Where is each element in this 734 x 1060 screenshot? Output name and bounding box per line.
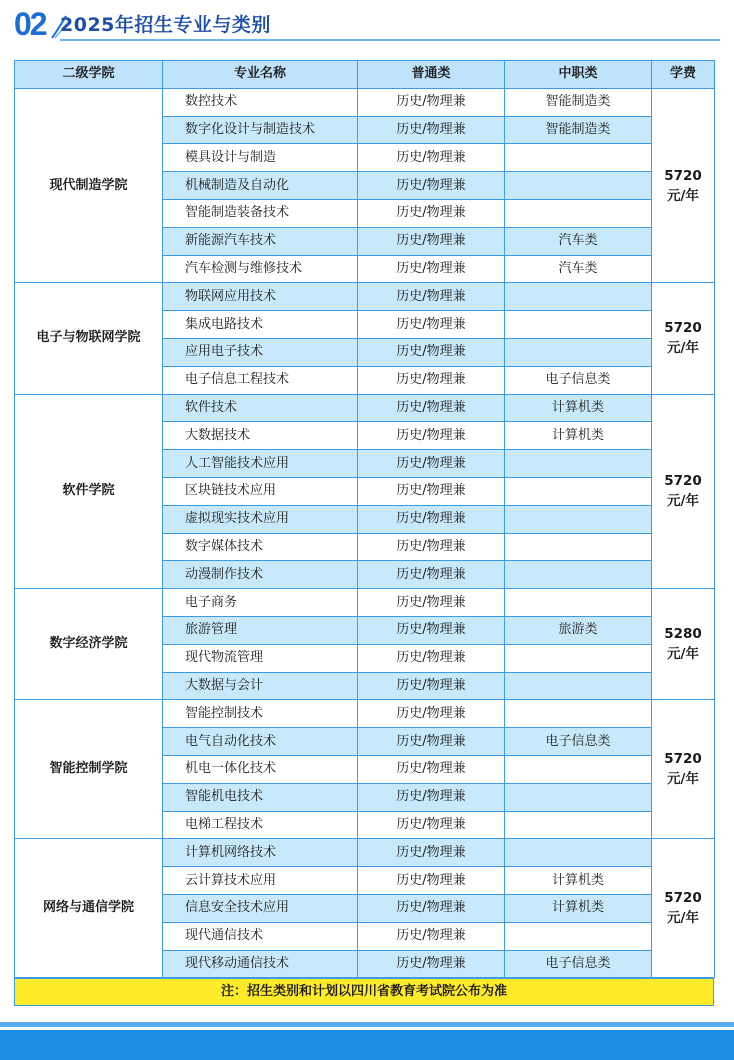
footer-stripe <box>0 1022 734 1027</box>
tuition-fee <box>652 839 715 978</box>
major-name: 大数据技术 <box>163 422 358 450</box>
vocational-category: 计算机类 <box>505 394 652 422</box>
general-category: 历史/物理兼 <box>358 950 505 978</box>
major-name: 数字媒体技术 <box>163 533 358 561</box>
tuition-fee <box>652 700 715 839</box>
footer-band <box>0 1030 734 1060</box>
general-category: 历史/物理兼 <box>358 338 505 366</box>
vocational-category <box>505 144 652 172</box>
vocational-category <box>505 839 652 867</box>
column-header: 普通类 <box>358 61 505 89</box>
general-category: 历史/物理兼 <box>358 672 505 700</box>
college-name: 智能控制学院 <box>15 700 163 839</box>
vocational-category: 计算机类 <box>505 894 652 922</box>
column-header: 二级学院 <box>15 61 163 89</box>
vocational-category: 智能制造类 <box>505 116 652 144</box>
general-category: 历史/物理兼 <box>358 839 505 867</box>
vocational-category <box>505 311 652 339</box>
major-name: 机械制造及自动化 <box>163 172 358 200</box>
table-row <box>15 839 715 867</box>
major-name: 计算机网络技术 <box>163 839 358 867</box>
major-name: 汽车检测与维修技术 <box>163 255 358 283</box>
vocational-category <box>505 755 652 783</box>
general-category: 历史/物理兼 <box>358 644 505 672</box>
tuition-fee <box>652 589 715 700</box>
general-category: 历史/物理兼 <box>358 116 505 144</box>
header-divider <box>60 39 720 41</box>
vocational-category <box>505 199 652 227</box>
general-category: 历史/物理兼 <box>358 894 505 922</box>
fee-amount: 5720 <box>664 890 702 907</box>
major-name: 电气自动化技术 <box>163 728 358 756</box>
fee-unit: 元/年 <box>667 493 699 510</box>
general-category: 历史/物理兼 <box>358 255 505 283</box>
tuition-fee <box>652 88 715 283</box>
general-category: 历史/物理兼 <box>358 755 505 783</box>
general-category: 历史/物理兼 <box>358 561 505 589</box>
general-category: 历史/物理兼 <box>358 88 505 116</box>
major-name: 模具设计与制造 <box>163 144 358 172</box>
major-name: 应用电子技术 <box>163 338 358 366</box>
vocational-category: 计算机类 <box>505 867 652 895</box>
general-category: 历史/物理兼 <box>358 533 505 561</box>
vocational-category <box>505 783 652 811</box>
general-category: 历史/物理兼 <box>358 422 505 450</box>
fee-unit: 元/年 <box>667 340 699 357</box>
vocational-category: 计算机类 <box>505 422 652 450</box>
vocational-category <box>505 644 652 672</box>
vocational-category: 旅游类 <box>505 616 652 644</box>
fee-unit: 元/年 <box>667 187 699 204</box>
general-category: 历史/物理兼 <box>358 783 505 811</box>
table-body <box>15 88 715 978</box>
vocational-category <box>505 450 652 478</box>
college-name: 数字经济学院 <box>15 589 163 700</box>
table-row <box>15 700 715 728</box>
vocational-category <box>505 811 652 839</box>
general-category: 历史/物理兼 <box>358 477 505 505</box>
major-name: 人工智能技术应用 <box>163 450 358 478</box>
vocational-category <box>505 172 652 200</box>
major-name: 现代物流管理 <box>163 644 358 672</box>
vocational-category <box>505 283 652 311</box>
column-header: 中职类 <box>505 61 652 89</box>
vocational-category <box>505 672 652 700</box>
table-row <box>15 283 715 311</box>
major-name: 智能机电技术 <box>163 783 358 811</box>
fee-amount: 5720 <box>664 167 702 184</box>
major-name: 机电一体化技术 <box>163 755 358 783</box>
vocational-category <box>505 700 652 728</box>
general-category: 历史/物理兼 <box>358 811 505 839</box>
major-name: 电梯工程技术 <box>163 811 358 839</box>
general-category: 历史/物理兼 <box>358 867 505 895</box>
general-category: 历史/物理兼 <box>358 144 505 172</box>
general-category: 历史/物理兼 <box>358 922 505 950</box>
table-row <box>15 394 715 422</box>
vocational-category <box>505 477 652 505</box>
general-category: 历史/物理兼 <box>358 394 505 422</box>
vocational-category <box>505 533 652 561</box>
major-name: 数字化设计与制造技术 <box>163 116 358 144</box>
major-name: 大数据与会计 <box>163 672 358 700</box>
general-category: 历史/物理兼 <box>358 199 505 227</box>
vocational-category: 电子信息类 <box>505 728 652 756</box>
tuition-fee <box>652 283 715 394</box>
major-name: 数控技术 <box>163 88 358 116</box>
college-name: 电子与物联网学院 <box>15 283 163 394</box>
vocational-category <box>505 922 652 950</box>
fee-amount: 5720 <box>664 751 702 768</box>
major-name: 物联网应用技术 <box>163 283 358 311</box>
vocational-category <box>505 589 652 617</box>
fee-unit: 元/年 <box>667 646 699 663</box>
major-name: 软件技术 <box>163 394 358 422</box>
general-category: 历史/物理兼 <box>358 311 505 339</box>
vocational-category: 电子信息类 <box>505 366 652 394</box>
major-name: 现代通信技术 <box>163 922 358 950</box>
table-row <box>15 589 715 617</box>
table-header-row <box>15 61 715 89</box>
general-category: 历史/物理兼 <box>358 450 505 478</box>
general-category: 历史/物理兼 <box>358 172 505 200</box>
table-row <box>15 88 715 116</box>
fee-amount: 5720 <box>664 320 702 337</box>
major-name: 信息安全技术应用 <box>163 894 358 922</box>
major-name: 电子商务 <box>163 589 358 617</box>
vocational-category: 汽车类 <box>505 227 652 255</box>
general-category: 历史/物理兼 <box>358 728 505 756</box>
major-name: 智能控制技术 <box>163 700 358 728</box>
column-header: 学费 <box>652 61 715 89</box>
college-name: 网络与通信学院 <box>15 839 163 978</box>
vocational-category: 电子信息类 <box>505 950 652 978</box>
major-name: 现代移动通信技术 <box>163 950 358 978</box>
major-name: 旅游管理 <box>163 616 358 644</box>
fee-unit: 元/年 <box>667 910 699 927</box>
fee-amount: 5720 <box>664 473 702 490</box>
admissions-table-container <box>14 60 714 1006</box>
vocational-category: 汽车类 <box>505 255 652 283</box>
vocational-category <box>505 505 652 533</box>
major-name: 新能源汽车技术 <box>163 227 358 255</box>
general-category: 历史/物理兼 <box>358 366 505 394</box>
general-category: 历史/物理兼 <box>358 227 505 255</box>
page-header <box>14 6 720 42</box>
tuition-fee <box>652 394 715 589</box>
major-name: 动漫制作技术 <box>163 561 358 589</box>
fee-amount: 5280 <box>664 626 702 643</box>
section-number: 02 <box>14 6 46 42</box>
vocational-category <box>505 338 652 366</box>
major-name: 电子信息工程技术 <box>163 366 358 394</box>
admissions-table <box>14 60 715 978</box>
general-category: 历史/物理兼 <box>358 700 505 728</box>
major-name: 区块链技术应用 <box>163 477 358 505</box>
general-category: 历史/物理兼 <box>358 283 505 311</box>
major-name: 智能制造装备技术 <box>163 199 358 227</box>
fee-unit: 元/年 <box>667 771 699 788</box>
major-name: 云计算技术应用 <box>163 867 358 895</box>
general-category: 历史/物理兼 <box>358 589 505 617</box>
page-title: 2025年招生专业与类别 <box>60 14 271 36</box>
general-category: 历史/物理兼 <box>358 616 505 644</box>
general-category: 历史/物理兼 <box>358 505 505 533</box>
vocational-category <box>505 561 652 589</box>
college-name: 软件学院 <box>15 394 163 589</box>
college-name: 现代制造学院 <box>15 88 163 283</box>
major-name: 虚拟现实技术应用 <box>163 505 358 533</box>
column-header: 专业名称 <box>163 61 358 89</box>
footnote: 注：招生类别和计划以四川省教育考试院公布为准 <box>14 978 714 1006</box>
major-name: 集成电路技术 <box>163 311 358 339</box>
vocational-category: 智能制造类 <box>505 88 652 116</box>
